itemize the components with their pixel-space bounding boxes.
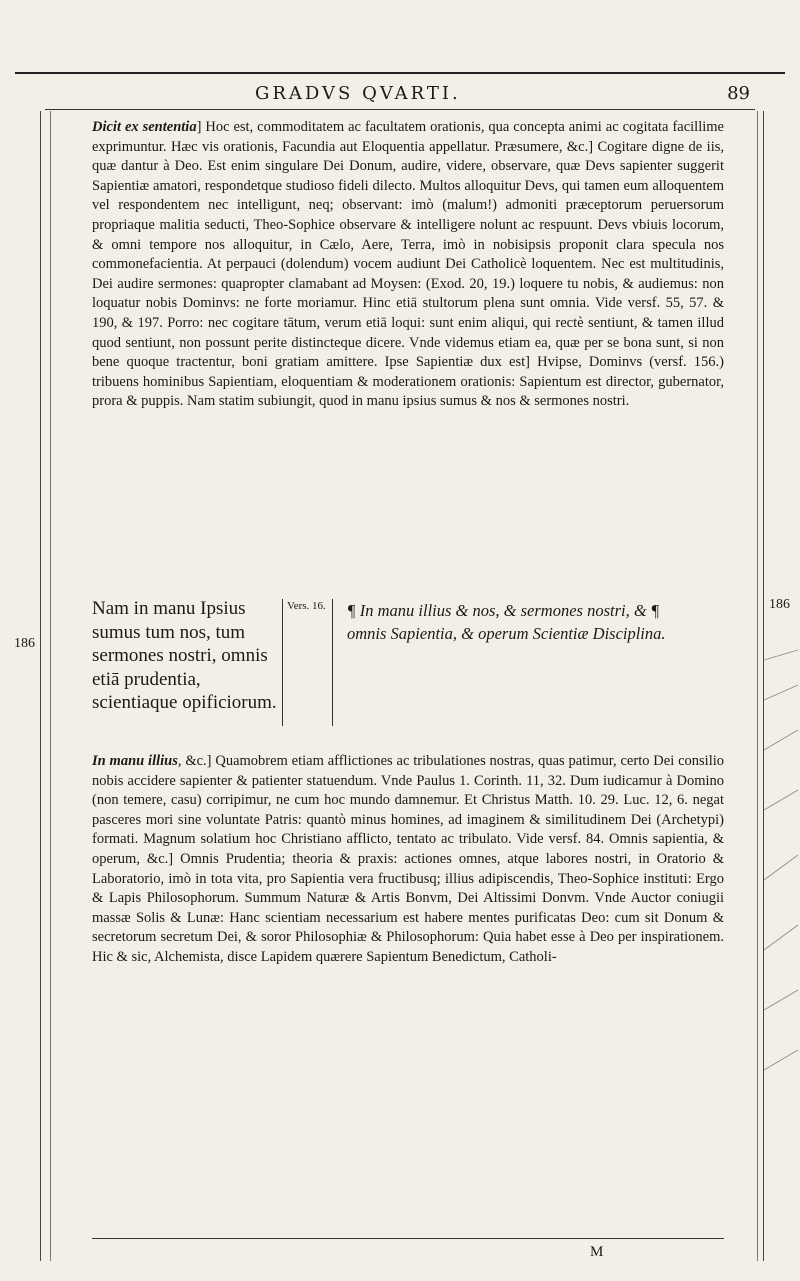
margin-number-left: 186 [14, 636, 35, 651]
top-rule [15, 72, 785, 74]
scripture-gloss-text: ¶ In manu illius & nos, & sermones nostri, & ¶ omnis Sapientia, & operum Scientiæ Disciplina. [347, 601, 666, 643]
page-number: 89 [727, 83, 750, 104]
lemma-upper: Dicit ex sententia [92, 119, 197, 135]
commentary-block-lower [92, 752, 724, 968]
scripture-latin-text: Nam in manu Ipsius sumus tum nos, tum sermones nostri, omnis etiā prudentia, scientiaque opificiorum. [92, 598, 277, 713]
footer-rule [92, 1238, 724, 1239]
running-title: GRADVS QVARTI. [255, 83, 461, 104]
commentary-upper-text: ] Hoc est, commoditatem ac facultatem orationis, qua concepta animi ac cogitata facillime exprimuntur. Hæc vis orationis, Facundia aut Eloquentia appellatur. Præsumere, &c.] Cogitare digne de iis, quæ dantur à Deo. Est enim singulare Dei Donum, audire, videre, observare, quæ Devs sapienter suggerit Sapientiæ amatori, respondetque studioso fideli dilecto. Multos alloquitur Devs, qui tamen eum alloquentem vel respondentem nec intelligunt, neq; observant: imò (malum!) admoniti præceptorum peruersorum propriaque malitia seducti, Theo-Sophice observare & intelligere nolunt ac respuunt. Devs vbiuis locorum, & omni tempore nos alloquitur, in Cælo, Aere, Terra, imò in nobisipsis proponit clara specula nos commonefacientia. At perpauci (dolendum) vocem audiunt Dei Catholicè loquentem. Nec est multitudinis, Dei audire sermones: quapropter clamabant ad Moysen: (Exod. 20, 19.) loquere tu nobis, & audiemus: non loquatur nobis Dominvs: ne forte moriamur. Hinc etiā stultorum plena sunt omnia. Vide versf. 55, 57. & 190, & 197. Porro: nec cogitare tātum, verum etiā loqui: sunt enim aliqui, qui rectè sentiunt, & tamen illud quod sentiunt, non possunt perite distincteque dicere. Vnde videmus etiam ea, quæ per se bona sunt, si non bene quoque tractentur, boni gratiam amittere. Ipse Sapientiæ dux est] Hvipse, Dominvs (versf. 156.) tribuens hominibus Sapientiam, eloquentiam & moderationem orationis: Sapientum est director, gubernator, prora & puppis. Nam statim subiungit, quod in manu ipsius sumus & nos & sermones nostri. [92, 119, 724, 410]
verse-reference: Vers. 16. [287, 600, 326, 612]
margin-number-right: 186 [769, 597, 790, 612]
lemma-lower: In manu illius [92, 753, 178, 769]
running-head [30, 83, 770, 107]
commentary-lower-text: , &c.] Quamobrem etiam afflictiones ac tribulationes nostras, quas patimur, certo Dei consilio nobis accidere sapienter & patienter statuendum. Vnde Paulus 1. Corinth. 11, 32. Dum iudicamur à Domino (non temere, casu) corripimur, ne cum hoc mundo damnemur. Et Christus Matth. 10. 29. Luc. 12, 6. negat pasceres mori sine voluntate Patris: quantò minus homines, ad imaginem & similitudinem Dei (Archetypi) formati. Magnum solatium hoc Christiano afflicto, tentato ac tribulato. Vide versf. 84. Omnis sapientia, & operum, &c.] Omnis Prudentia; theoria & praxis: actiones omnes, atque labores nostri, in Oratorio & Laboratorio, imò in tota vita, pro Sapientia vera fructibusq; illius adipiscendis, Theo-Sophice instituti: Ergo & Lapis Philosophorum. Summum Naturæ & Artis Bonvm, Dei Altissimi Donvm. Vnde Auctor coniugii massæ Solis & Lunæ: Hanc scientiam necessarium est habere mentes purificatas Deo: cum sit Donum & secretorum secretum Dei, & soror Philosophiæ & Philosophorum: Quia habet esse à Deo per inspirationem. Hic & sic, Alchemista, disce Lapidem quærere Sapientum Benedictum, Catholi- [92, 753, 724, 965]
column-divider-right [332, 599, 333, 726]
head-rule [45, 109, 755, 110]
signature-mark: M [590, 1244, 604, 1260]
column-divider-left [282, 599, 283, 726]
commentary-block-upper [92, 118, 724, 412]
scripture-section [92, 597, 724, 727]
margin-flourish-icon [762, 640, 800, 1100]
